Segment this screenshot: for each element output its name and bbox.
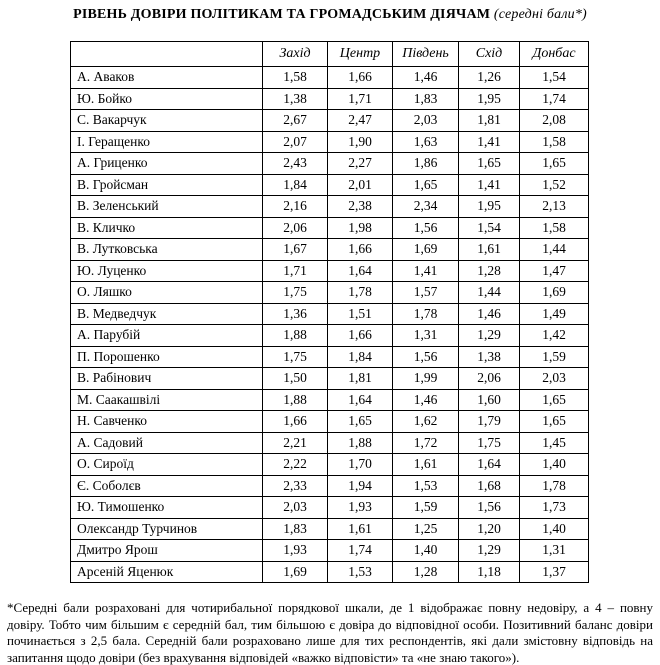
score-cell: 1,65 <box>520 153 589 175</box>
score-cell: 1,58 <box>520 131 589 153</box>
score-cell: 1,56 <box>393 217 459 239</box>
politician-name-cell: С. Вакарчук <box>71 110 263 132</box>
score-cell: 1,83 <box>263 518 328 540</box>
score-cell: 1,26 <box>459 67 520 89</box>
table-row <box>71 411 589 433</box>
score-cell: 1,73 <box>520 497 589 519</box>
table-row <box>71 303 589 325</box>
table-row <box>71 389 589 411</box>
score-cell: 1,75 <box>263 282 328 304</box>
score-cell: 2,06 <box>263 217 328 239</box>
score-cell: 1,69 <box>263 561 328 583</box>
score-cell: 1,70 <box>328 454 393 476</box>
score-cell: 1,57 <box>393 282 459 304</box>
score-cell: 1,65 <box>520 411 589 433</box>
politician-name-cell: А. Аваков <box>71 67 263 89</box>
score-cell: 1,75 <box>263 346 328 368</box>
score-cell: 2,16 <box>263 196 328 218</box>
score-cell: 2,21 <box>263 432 328 454</box>
score-cell: 1,56 <box>459 497 520 519</box>
score-cell: 1,67 <box>263 239 328 261</box>
table-row <box>71 432 589 454</box>
score-cell: 1,94 <box>328 475 393 497</box>
score-cell: 1,78 <box>328 282 393 304</box>
table-row <box>71 88 589 110</box>
score-cell: 1,64 <box>459 454 520 476</box>
title-main: РІВЕНЬ ДОВІРИ ПОЛІТИКАМ ТА ГРОМАДСЬКИМ ДІЯЧАМ <box>73 7 491 22</box>
score-cell: 1,75 <box>459 432 520 454</box>
table-row <box>71 325 589 347</box>
header-cell: Центр <box>328 42 393 67</box>
politician-name-cell: А. Гриценко <box>71 153 263 175</box>
score-cell: 1,61 <box>328 518 393 540</box>
score-cell: 1,81 <box>459 110 520 132</box>
table-row <box>71 475 589 497</box>
score-cell: 1,63 <box>393 131 459 153</box>
score-cell: 1,84 <box>328 346 393 368</box>
score-cell: 1,28 <box>393 561 459 583</box>
score-cell: 1,49 <box>520 303 589 325</box>
document-page <box>0 7 660 665</box>
score-cell: 2,13 <box>520 196 589 218</box>
score-cell: 1,41 <box>459 131 520 153</box>
score-cell: 1,44 <box>520 239 589 261</box>
politician-name-cell: М. Саакашвілі <box>71 389 263 411</box>
score-cell: 1,40 <box>520 518 589 540</box>
score-cell: 2,07 <box>263 131 328 153</box>
score-cell: 2,34 <box>393 196 459 218</box>
table-row <box>71 368 589 390</box>
score-cell: 1,68 <box>459 475 520 497</box>
politician-name-cell: А. Парубій <box>71 325 263 347</box>
score-cell: 1,53 <box>328 561 393 583</box>
politician-name-cell: В. Кличко <box>71 217 263 239</box>
score-cell: 2,22 <box>263 454 328 476</box>
table-row <box>71 282 589 304</box>
score-cell: 1,66 <box>328 67 393 89</box>
score-cell: 1,90 <box>328 131 393 153</box>
score-cell: 1,20 <box>459 518 520 540</box>
score-cell: 2,06 <box>459 368 520 390</box>
score-cell: 1,88 <box>263 325 328 347</box>
score-cell: 1,44 <box>459 282 520 304</box>
score-cell: 1,29 <box>459 540 520 562</box>
score-cell: 1,46 <box>393 389 459 411</box>
score-cell: 1,31 <box>393 325 459 347</box>
score-cell: 2,38 <box>328 196 393 218</box>
table-row <box>71 239 589 261</box>
score-cell: 1,71 <box>328 88 393 110</box>
score-cell: 1,72 <box>393 432 459 454</box>
table-row <box>71 561 589 583</box>
header-cell-empty <box>71 42 263 67</box>
score-cell: 1,53 <box>393 475 459 497</box>
title-suffix: (середні бали*) <box>490 7 587 22</box>
table-row <box>71 67 589 89</box>
score-cell: 2,01 <box>328 174 393 196</box>
score-cell: 1,74 <box>328 540 393 562</box>
score-cell: 2,43 <box>263 153 328 175</box>
score-cell: 1,79 <box>459 411 520 433</box>
score-cell: 1,50 <box>263 368 328 390</box>
politician-name-cell: Ю. Луценко <box>71 260 263 282</box>
score-cell: 1,69 <box>520 282 589 304</box>
score-cell: 1,84 <box>263 174 328 196</box>
table-row <box>71 153 589 175</box>
score-cell: 2,47 <box>328 110 393 132</box>
score-cell: 1,60 <box>459 389 520 411</box>
page-title <box>0 7 660 23</box>
politician-name-cell: В. Медведчук <box>71 303 263 325</box>
table-row <box>71 540 589 562</box>
score-cell: 1,65 <box>520 389 589 411</box>
score-cell: 1,99 <box>393 368 459 390</box>
score-cell: 1,65 <box>393 174 459 196</box>
score-cell: 1,95 <box>459 196 520 218</box>
score-cell: 1,46 <box>393 67 459 89</box>
score-cell: 1,74 <box>520 88 589 110</box>
score-cell: 1,40 <box>393 540 459 562</box>
score-cell: 1,62 <box>393 411 459 433</box>
footnote: *Середні бали розраховані для чотирибальної порядкової шкали, де 1 відображає повну недовіру, а 4 – повну довіру. Тобто чим більшим є середній бал, тим більшою є довіра до відповідної особи. Позитивний баланс довіри починається з 2,5 бала. Середній бали розраховано лише для тих респондентів, які дали змістовну відповідь на запитання щодо довіри (без врахування відповідей «важко відповісти» та «не знаю такого»). <box>7 600 653 665</box>
politician-name-cell: В. Гройсман <box>71 174 263 196</box>
score-cell: 1,86 <box>393 153 459 175</box>
score-cell: 1,78 <box>520 475 589 497</box>
score-cell: 1,78 <box>393 303 459 325</box>
politician-name-cell: В. Рабінович <box>71 368 263 390</box>
score-cell: 1,29 <box>459 325 520 347</box>
score-cell: 1,36 <box>263 303 328 325</box>
table-body <box>71 67 589 583</box>
table-row <box>71 174 589 196</box>
score-cell: 1,61 <box>393 454 459 476</box>
score-cell: 1,58 <box>263 67 328 89</box>
score-cell: 1,38 <box>459 346 520 368</box>
politician-name-cell: Дмитро Ярош <box>71 540 263 562</box>
score-cell: 1,88 <box>263 389 328 411</box>
score-cell: 1,93 <box>263 540 328 562</box>
score-cell: 1,59 <box>520 346 589 368</box>
score-cell: 1,47 <box>520 260 589 282</box>
table-row <box>71 260 589 282</box>
score-cell: 1,81 <box>328 368 393 390</box>
trust-table <box>70 41 589 583</box>
politician-name-cell: О. Сироїд <box>71 454 263 476</box>
politician-name-cell: І. Геращенко <box>71 131 263 153</box>
score-cell: 1,18 <box>459 561 520 583</box>
header-cell: Схід <box>459 42 520 67</box>
score-cell: 1,83 <box>393 88 459 110</box>
score-cell: 1,69 <box>393 239 459 261</box>
score-cell: 1,98 <box>328 217 393 239</box>
score-cell: 1,58 <box>520 217 589 239</box>
table-row <box>71 497 589 519</box>
score-cell: 1,64 <box>328 260 393 282</box>
score-cell: 1,37 <box>520 561 589 583</box>
score-cell: 1,61 <box>459 239 520 261</box>
score-cell: 1,54 <box>459 217 520 239</box>
table-row <box>71 110 589 132</box>
score-cell: 1,42 <box>520 325 589 347</box>
score-cell: 2,27 <box>328 153 393 175</box>
score-cell: 1,93 <box>328 497 393 519</box>
score-cell: 1,46 <box>459 303 520 325</box>
score-cell: 1,66 <box>263 411 328 433</box>
table-header-row <box>71 42 589 67</box>
politician-name-cell: А. Садовий <box>71 432 263 454</box>
score-cell: 1,56 <box>393 346 459 368</box>
politician-name-cell: В. Лутковська <box>71 239 263 261</box>
politician-name-cell: П. Порошенко <box>71 346 263 368</box>
score-cell: 2,03 <box>393 110 459 132</box>
politician-name-cell: Ю. Тимошенко <box>71 497 263 519</box>
score-cell: 1,45 <box>520 432 589 454</box>
table-row <box>71 346 589 368</box>
table-row <box>71 217 589 239</box>
score-cell: 1,88 <box>328 432 393 454</box>
score-cell: 1,25 <box>393 518 459 540</box>
table-header <box>71 42 589 67</box>
politician-name-cell: Олександр Турчинов <box>71 518 263 540</box>
score-cell: 1,65 <box>328 411 393 433</box>
score-cell: 2,03 <box>263 497 328 519</box>
politician-name-cell: Ю. Бойко <box>71 88 263 110</box>
score-cell: 1,31 <box>520 540 589 562</box>
header-cell: Південь <box>393 42 459 67</box>
score-cell: 1,51 <box>328 303 393 325</box>
score-cell: 1,28 <box>459 260 520 282</box>
table-row <box>71 196 589 218</box>
header-cell: Донбас <box>520 42 589 67</box>
table-row <box>71 454 589 476</box>
score-cell: 1,95 <box>459 88 520 110</box>
score-cell: 1,64 <box>328 389 393 411</box>
score-cell: 1,41 <box>459 174 520 196</box>
score-cell: 2,67 <box>263 110 328 132</box>
score-cell: 1,54 <box>520 67 589 89</box>
score-cell: 1,52 <box>520 174 589 196</box>
table-row <box>71 518 589 540</box>
score-cell: 1,66 <box>328 325 393 347</box>
score-cell: 1,40 <box>520 454 589 476</box>
score-cell: 1,38 <box>263 88 328 110</box>
score-cell: 2,33 <box>263 475 328 497</box>
politician-name-cell: В. Зеленський <box>71 196 263 218</box>
politician-name-cell: Н. Савченко <box>71 411 263 433</box>
score-cell: 2,03 <box>520 368 589 390</box>
politician-name-cell: О. Ляшко <box>71 282 263 304</box>
score-cell: 1,66 <box>328 239 393 261</box>
score-cell: 1,65 <box>459 153 520 175</box>
table-row <box>71 131 589 153</box>
header-cell: Захід <box>263 42 328 67</box>
score-cell: 2,08 <box>520 110 589 132</box>
politician-name-cell: Арсеній Яценюк <box>71 561 263 583</box>
score-cell: 1,71 <box>263 260 328 282</box>
score-cell: 1,59 <box>393 497 459 519</box>
score-cell: 1,41 <box>393 260 459 282</box>
politician-name-cell: Є. Соболєв <box>71 475 263 497</box>
